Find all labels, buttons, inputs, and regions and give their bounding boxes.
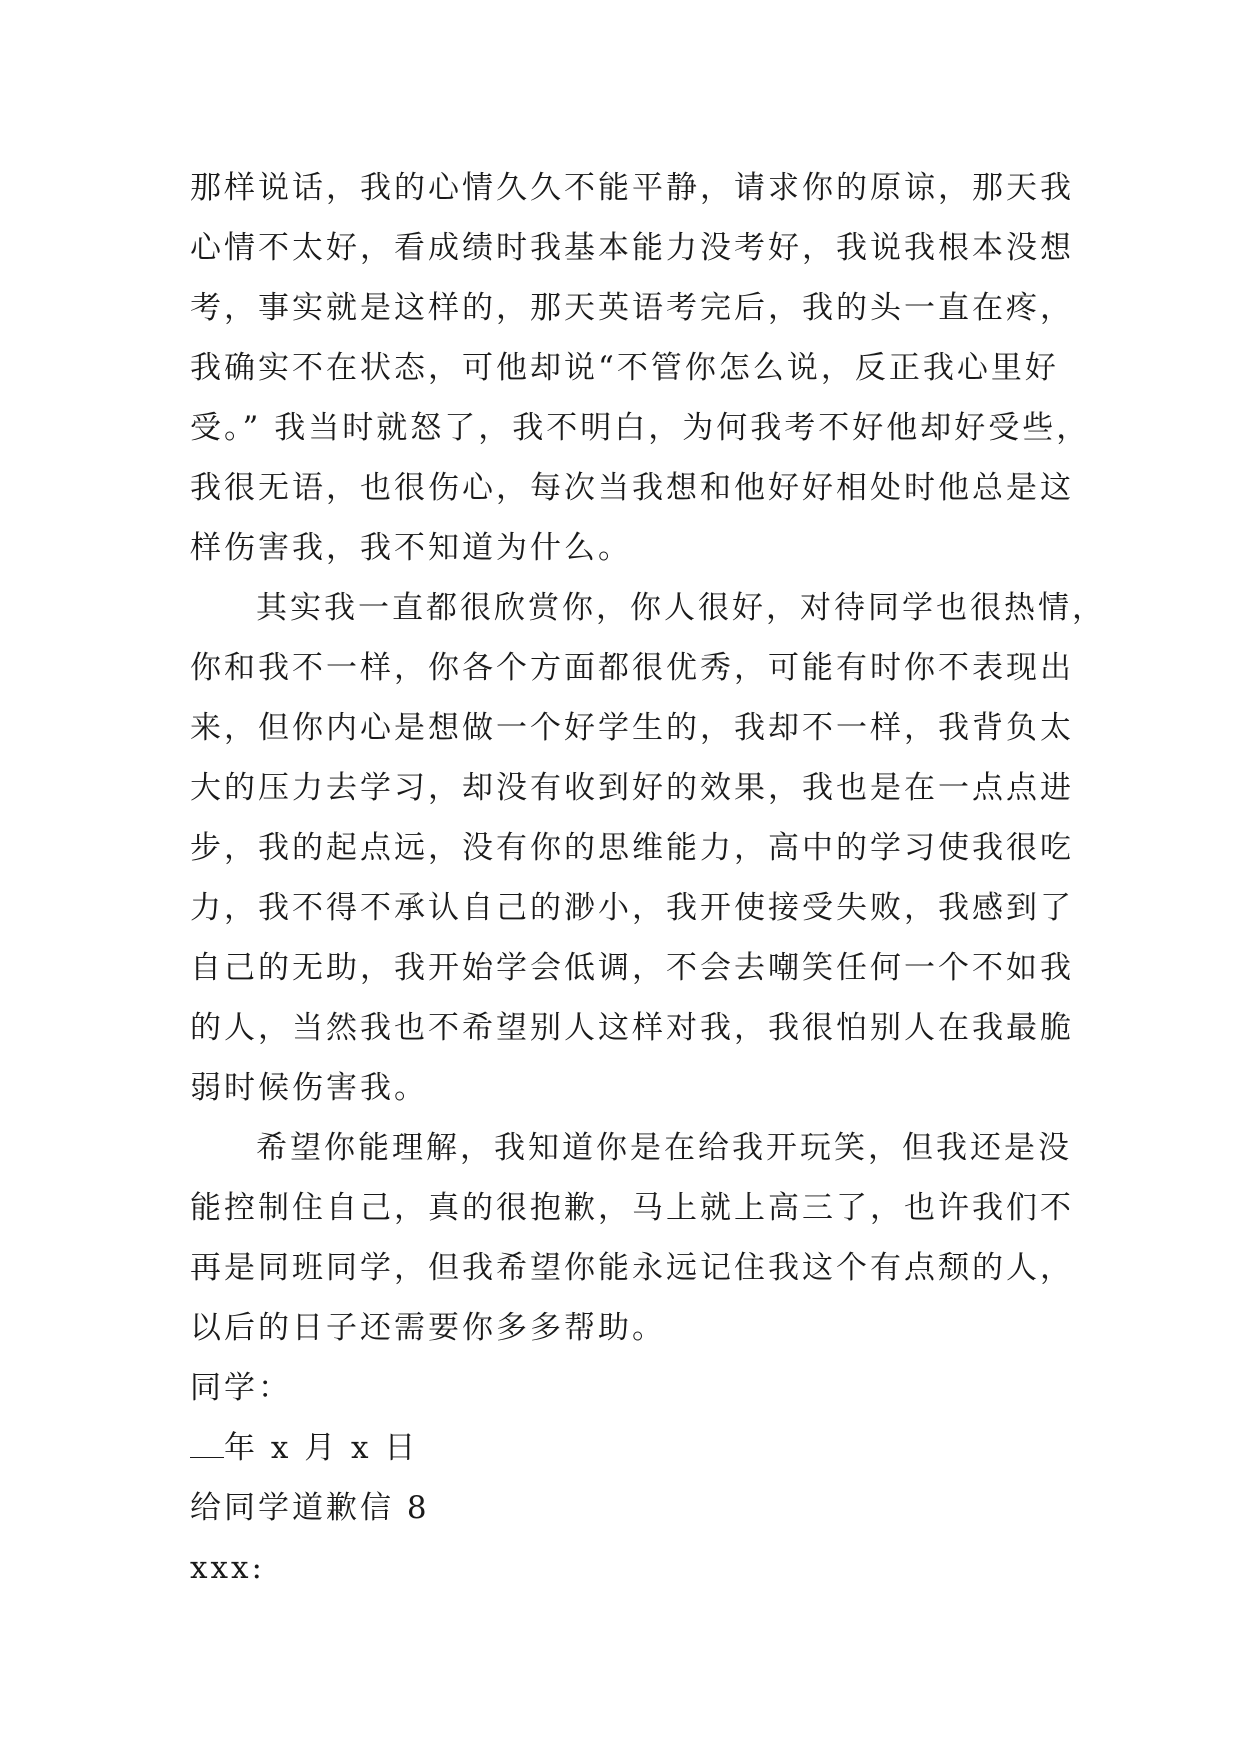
text-line: 能控制住自己，真的很抱歉，马上就上高三了，也许我们不 — [190, 1190, 1074, 1226]
text-line: 来，但你内心是想做一个好学生的，我却不一样，我背负太 — [190, 710, 1074, 746]
letter-body — [190, 158, 1106, 1598]
signature: 同学： — [190, 1370, 292, 1406]
text-line: 我很无语，也很伤心，每次当我想和他好好相处时他总是这 — [190, 470, 1074, 506]
text-line: 那样说话，我的心情久久不能平静，请求你的原谅，那天我 — [190, 170, 1074, 206]
next-letter-title: 给同学道歉信 8 — [190, 1490, 430, 1526]
salutation: xxx: — [190, 1550, 265, 1586]
date-line — [190, 1418, 1070, 1478]
text-line: 心情不太好，看成绩时我基本能力没考好，我说我根本没想 — [190, 230, 1074, 266]
text-line: 以后的日子还需要你多多帮助。 — [190, 1310, 666, 1346]
date-blank — [190, 1419, 224, 1458]
text-line: 你和我不一样，你各个方面都很优秀，可能有时你不表现出 — [190, 650, 1074, 686]
text-line: 力，我不得不承认自己的渺小，我开使接受失败，我感到了 — [190, 890, 1074, 926]
text-line: 自己的无助，我开始学会低调，不会去嘲笑任何一个不如我 — [190, 950, 1074, 986]
text-line: 考，事实就是这样的，那天英语考完后，我的头一直在疼， — [190, 290, 1074, 326]
text-line: 的人，当然我也不希望别人这样对我，我很怕别人在我最脆 — [190, 1010, 1074, 1046]
text-line: 受。” 我当时就怒了，我不明白，为何我考不好他却好受些， — [190, 410, 1091, 446]
text-line: 再是同班同学，但我希望你能永远记住我这个有点颓的人， — [190, 1250, 1074, 1286]
text-line: 样伤害我，我不知道为什么。 — [190, 530, 632, 566]
date-text: 年 x 月 x 日 — [224, 1430, 419, 1466]
text-line: 希望你能理解，我知道你是在给我开玩笑，但我还是没 — [256, 1130, 1072, 1166]
text-line: 弱时候伤害我。 — [190, 1070, 428, 1106]
text-line: 其实我一直都很欣赏你，你人很好，对待同学也很热情， — [256, 590, 1106, 626]
text-line: 步，我的起点远，没有你的思维能力，高中的学习使我很吃 — [190, 830, 1074, 866]
text-line: 大的压力去学习，却没有收到好的效果，我也是在一点点进 — [190, 770, 1074, 806]
text-line: 我确实不在状态，可他却说“不管你怎么说，反正我心里好 — [190, 350, 1059, 386]
